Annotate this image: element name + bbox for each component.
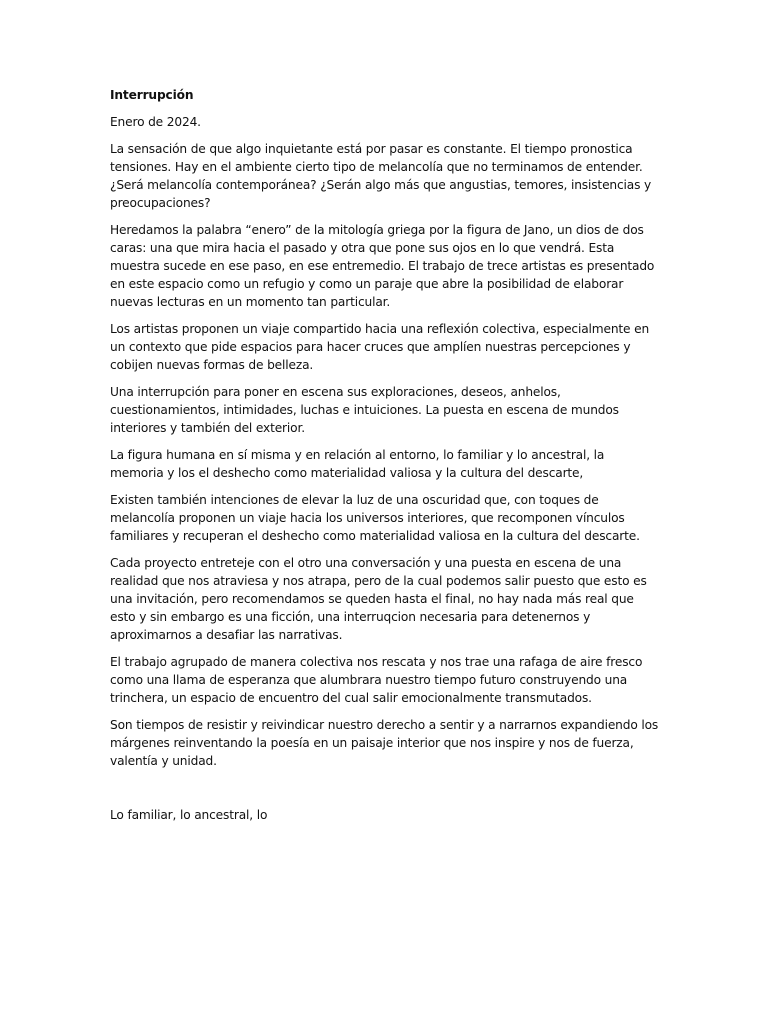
- paragraph-4: Una interrupción para poner en escena sus exploraciones, deseos, anhelos, cuestionamientos, intimidades, luchas e intuiciones. La puesta en escena de mundos interiores y también del exterior.: [110, 385, 619, 435]
- paragraph-6: Existen también intenciones de elevar la luz de una oscuridad que, con toques de melancolía proponen un viaje hacia los universos interiores, que recomponen vínculos familiares y recuperan el deshecho como materialidad valiosa en la cultura del descarte.: [110, 493, 640, 543]
- trailing-line: Lo familiar, lo ancestral, lo: [110, 808, 268, 822]
- paragraph-1: La sensación de que algo inquietante está por pasar es constante. El tiempo pronostica tensiones. Hay en el ambiente cierto tipo de melancolía que no terminamos de entender. ¿Será melancolía contemporánea? ¿Serán algo más que angustias, temores, insistencias y preocupaciones?: [110, 142, 652, 210]
- paragraph-2: Heredamos la palabra “enero” de la mitología griega por la figura de Jano, un dios de dos caras: una que mira hacia el pasado y otra que pone sus ojos en lo que vendrá. Esta muestra sucede en ese paso, en ese entremedio. El trabajo de trece artistas es presentado en este espacio como un refugio y como un paraje que abre la posibilidad de elaborar nuevas lecturas en un momento tan particular.: [110, 223, 655, 309]
- document-date: Enero de 2024.: [110, 115, 201, 129]
- paragraph-3: Los artistas proponen un viaje compartido hacia una reflexión colectiva, especialmente en un contexto que pide espacios para hacer cruces que amplíen nuestras percepciones y cobijen nuevas formas de belleza.: [110, 322, 650, 372]
- paragraph-7: Cada proyecto entreteje con el otro una conversación y una puesta en escena de una realidad que nos atraviesa y nos atrapa, pero de la cual podemos salir puesto que esto es una invitación, pero recomendamos se queden hasta el final, no hay nada más real que esto y sin embargo es una ficción, una interruqcion necesaria para detenernos y aproximarnos a desafiar las narrativas.: [110, 556, 647, 642]
- document-title: Interrupción: [110, 88, 194, 102]
- document-body: [110, 86, 660, 833]
- paragraph-9: Son tiempos de resistir y reivindicar nuestro derecho a sentir y a narrarnos expandiendo los márgenes reinventando la poesía en un paisaje interior que nos inspire y nos de fuerza, valentía y unidad.: [110, 718, 659, 768]
- paragraph-5: La figura humana en sí misma y en relación al entorno, lo familiar y lo ancestral, la memoria y los el deshecho como materialidad valiosa y la cultura del descarte,: [110, 448, 605, 480]
- blank-space: [110, 779, 660, 806]
- paragraph-8: El trabajo agrupado de manera colectiva nos rescata y nos trae una rafaga de aire fresco como una llama de esperanza que alumbrara nuestro tiempo futuro construyendo una trinchera, un espacio de encuentro del cual salir emocionalmente transmutados.: [110, 655, 643, 705]
